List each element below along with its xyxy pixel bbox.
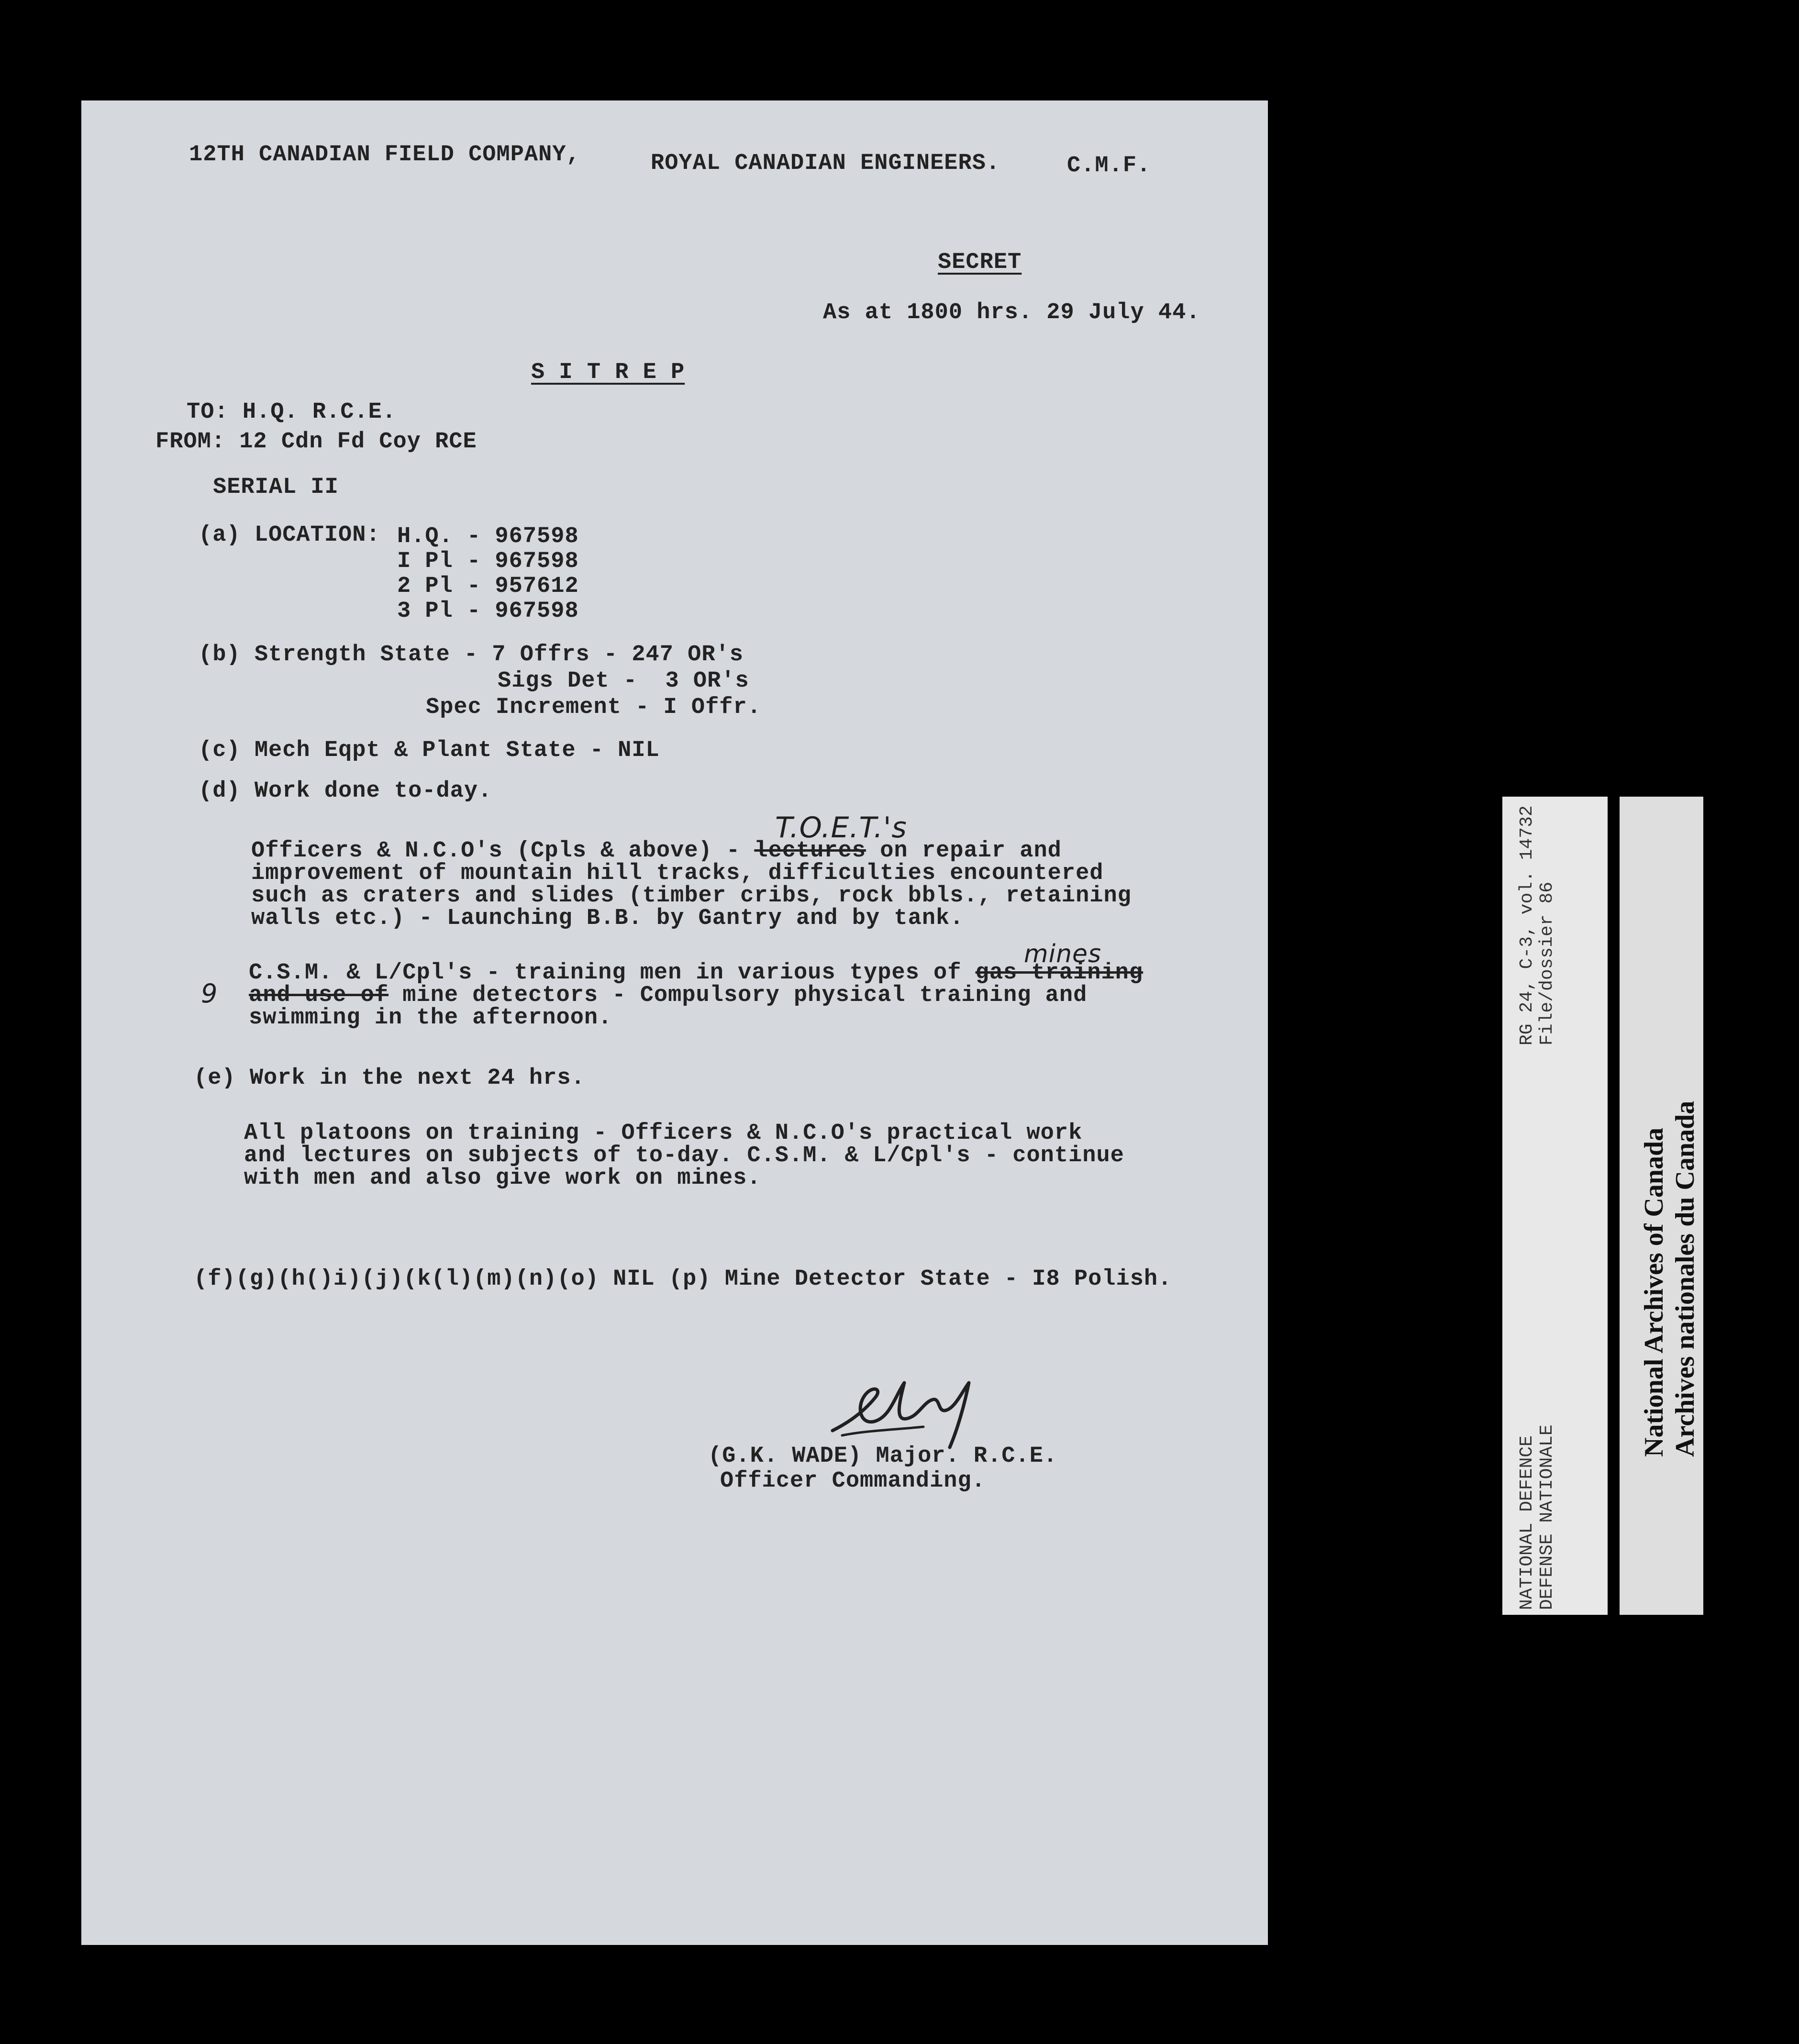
archive-name: National Archives of Canada xyxy=(1639,1127,1669,1457)
department-label: NATIONAL DEFENCE xyxy=(1517,1435,1537,1610)
to-line: TO: H.Q. R.C.E. xyxy=(187,400,397,425)
work-done-line: C.S.M. & L/Cpl's - training men in various types of gas training xyxy=(249,960,1144,986)
archive-reference: RG 24, C-3, vol. 14732 xyxy=(1517,805,1537,1045)
location-row: 3 Pl - 967598 xyxy=(397,599,579,624)
work-done-line: such as craters and slides (timber cribs, rock bbls., retaining xyxy=(251,883,1132,909)
location-row: 2 Pl - 957612 xyxy=(397,574,579,599)
document-title: S I T R E P xyxy=(531,360,685,385)
archive-reference: File/dossier 86 xyxy=(1537,881,1557,1045)
work-next-line: and lectures on subjects of to-day. C.S.M. & L/Cpl's - continue xyxy=(244,1143,1124,1168)
from-line: FROM: 12 Cdn Fd Coy RCE xyxy=(155,429,477,455)
header-force: C.M.F. xyxy=(1067,153,1151,178)
strength-line: (b) Strength State - 7 Offrs - 247 OR's xyxy=(199,642,744,667)
location-label: (a) LOCATION: xyxy=(199,522,380,548)
strength-line: Spec Increment - I Offr. xyxy=(426,695,761,720)
location-row: H.Q. - 967598 xyxy=(397,524,579,549)
classification-label: SECRET xyxy=(938,250,1022,275)
date-time-group: As at 1800 hrs. 29 July 44. xyxy=(823,300,1200,325)
document-page xyxy=(81,100,1268,1945)
mech-eqpt-line: (c) Mech Eqpt & Plant State - NIL xyxy=(199,738,660,763)
signatory-title: Officer Commanding. xyxy=(720,1468,986,1494)
archive-name: Archives nationales du Canada xyxy=(1670,1100,1700,1457)
serial-number: SERIAL II xyxy=(213,475,339,500)
national-archives-strip xyxy=(1620,797,1703,1615)
handwritten-insertion: T.O.E.T.'s xyxy=(775,811,907,844)
work-next-heading: (e) Work in the next 24 hrs. xyxy=(194,1066,585,1091)
work-done-heading: (d) Work done to-day. xyxy=(199,778,492,804)
other-items-line: (f)(g)(h()i)(j)(k(l)(m)(n)(o) NIL (p) Mine Detector State - I8 Polish. xyxy=(194,1266,1172,1292)
header-corps: ROYAL CANADIAN ENGINEERS. xyxy=(651,151,1000,176)
margin-mark: 9 xyxy=(201,978,218,1009)
work-done-line: swimming in the afternoon. xyxy=(249,1005,612,1031)
work-done-line: and use of mine detectors - Compulsory physical training and xyxy=(249,983,1088,1008)
work-done-line: Officers & N.C.O's (Cpls & above) - lectures on repair and xyxy=(251,838,1062,864)
handwritten-insertion: mines xyxy=(1024,940,1102,968)
work-next-line: with men and also give work on mines. xyxy=(244,1166,761,1191)
header-unit: 12TH CANADIAN FIELD COMPANY, xyxy=(189,142,580,167)
work-done-line: walls etc.) - Launching B.B. by Gantry and by tank. xyxy=(251,906,964,931)
signatory-name: (G.K. WADE) Major. R.C.E. xyxy=(708,1444,1058,1469)
archive-reference-strip xyxy=(1502,797,1608,1615)
location-row: I Pl - 967598 xyxy=(397,549,579,574)
strength-line: Sigs Det - 3 OR's xyxy=(498,668,749,694)
work-next-line: All platoons on training - Officers & N.C.O's practical work xyxy=(244,1121,1083,1146)
department-label: DEFENSE NATIONALE xyxy=(1537,1424,1557,1610)
work-done-line: improvement of mountain hill tracks, difficulties encountered xyxy=(251,861,1104,886)
